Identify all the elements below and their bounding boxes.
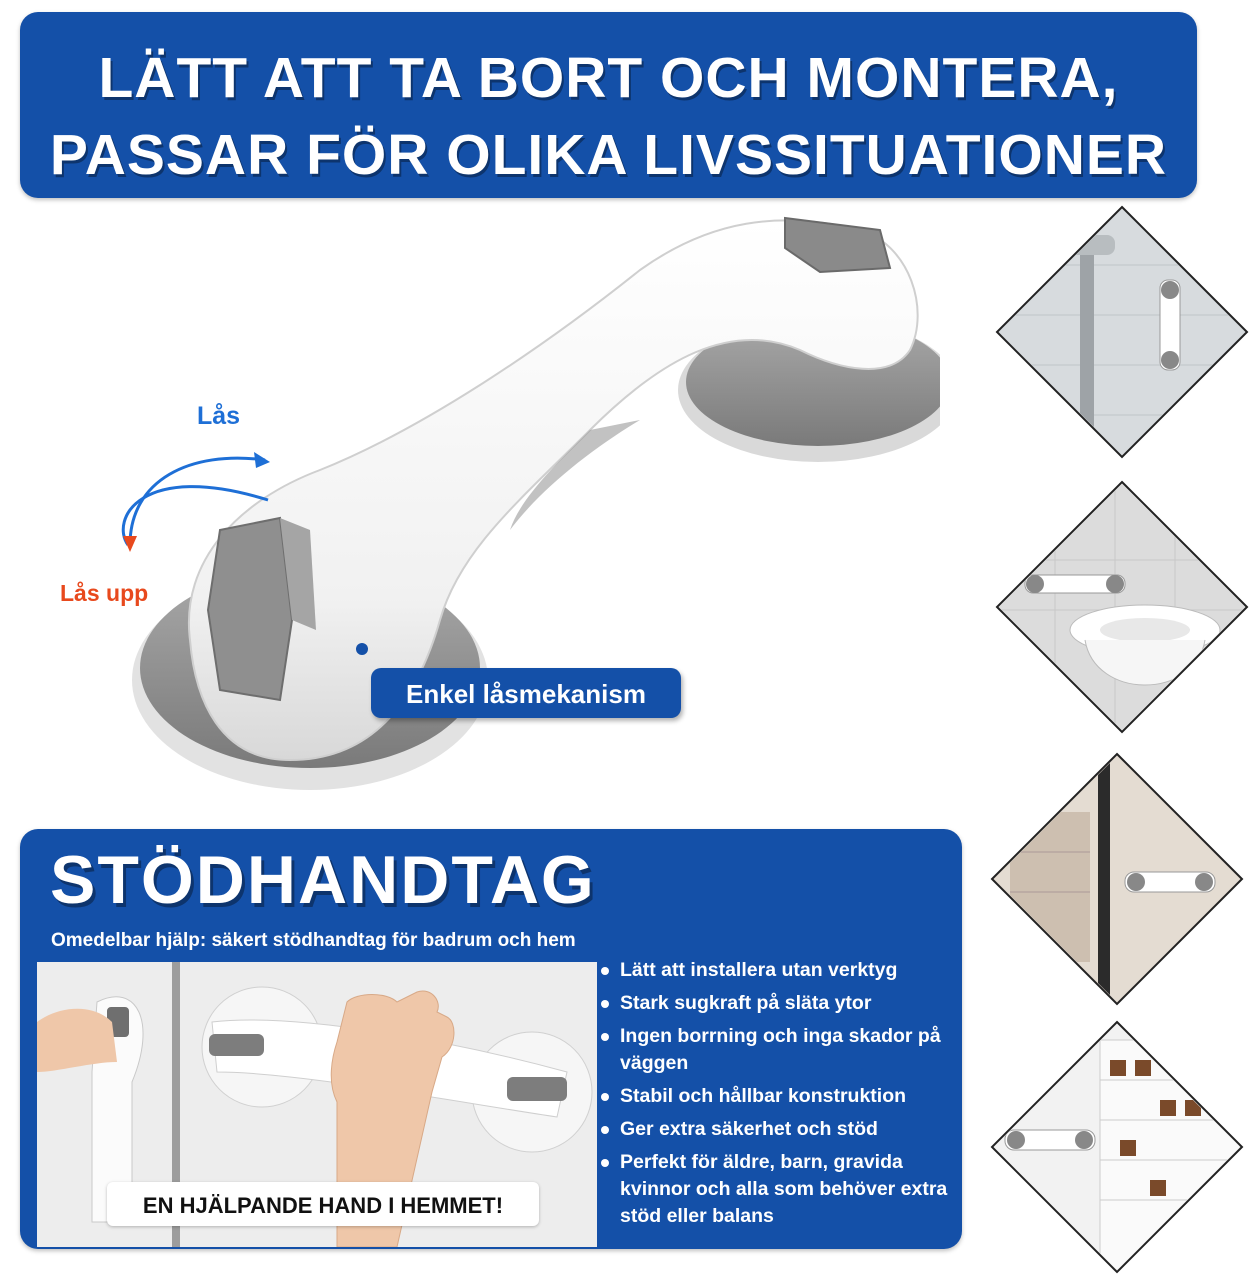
feature-item: Stark sugkraft på släta ytor xyxy=(598,990,958,1017)
bullet-dot-icon xyxy=(601,1093,609,1101)
bullet-dot-icon xyxy=(601,967,609,975)
headline-line-1: LÄTT ATT TA BORT OCH MONTERA, xyxy=(98,46,1119,110)
lock-label: Lås xyxy=(197,402,241,430)
feature-item: Ingen borrning och inga skador på väggen xyxy=(598,1023,958,1077)
usage-photo xyxy=(37,962,597,1247)
callout-pointer-dot xyxy=(356,643,368,655)
feature-item: Stabil och hållbar konstruktion xyxy=(598,1083,958,1110)
headline-banner xyxy=(20,12,1197,198)
lock-mechanism-callout xyxy=(371,668,681,718)
bullet-dot-icon xyxy=(601,1126,609,1134)
photo-caption-badge xyxy=(107,1182,539,1226)
headline-line-2: PASSAR FÖR OLIKA LIVSSITUATIONER xyxy=(49,123,1168,187)
scene-shower-image xyxy=(995,205,1249,459)
lock-rotation-arrow-icon xyxy=(120,440,280,560)
feature-list xyxy=(598,957,958,1236)
bullet-dot-icon xyxy=(601,1033,609,1041)
unlock-label: Lås upp xyxy=(60,580,149,606)
bullet-dot-icon xyxy=(601,1000,609,1008)
bullet-dot-icon xyxy=(601,1159,609,1167)
scene-shoe-cabinet-image xyxy=(990,1020,1244,1274)
feature-item: Ger extra säkerhet och stöd xyxy=(598,1116,958,1143)
product-info-panel xyxy=(20,829,962,1249)
product-title: STÖDHANDTAG xyxy=(50,842,596,918)
scene-toilet-image xyxy=(995,480,1249,734)
feature-item: Lätt att installera utan verktyg xyxy=(598,957,958,984)
callout-text: Enkel låsmekanism xyxy=(406,679,646,709)
photo-caption-text: EN HJÄLPANDE HAND I HEMMET! xyxy=(142,1193,504,1218)
product-subtitle: Omedelbar hjälp: säkert stödhandtag för badrum och hem xyxy=(51,930,576,951)
feature-item: Perfekt för äldre, barn, gravida kvinnor och alla som behöver extra stöd eller balans xyxy=(598,1149,958,1230)
scene-doorway-image xyxy=(990,752,1244,1006)
